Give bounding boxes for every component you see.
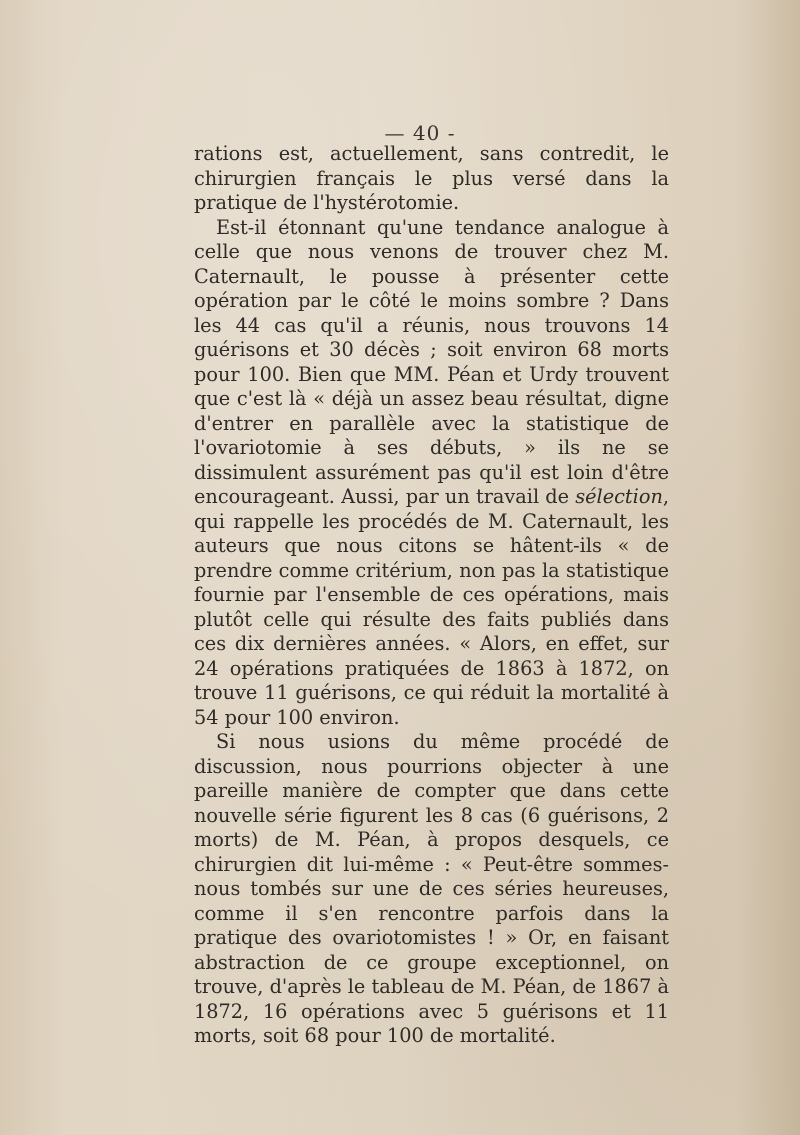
paragraph-1-text: rations est, actuellement, sans contredit, le chirurgien français le plus versé dans la pratique de l'hystérotomie. <box>194 142 669 214</box>
paragraph-1 <box>194 142 669 216</box>
paragraph-3-text: Si nous usions du même procédé de discussion, nous pourrions objecter à une pareille manière de compter que dans cette nouvelle série figurent les 8 cas (6 guérisons, 2 morts) de M. Péan, à propos desquels, ce chirurgien dit lui-même : « Peut-être sommes-nous tombés sur une de ces séries heureuses, comme il s'en rencontre parfois dans la pratique des ovariotomistes ! » Or, en faisant abstraction de ce groupe exceptionnel, on trouve, d'après le tableau de M. Péan, de 1867 à 1872, 16 opérations avec 5 guérisons et 11 morts, soit 68 pour 100 de mortalité. <box>194 730 669 1047</box>
paragraph-2-text-start: Est-il étonnant qu'une tendance analogue à celle que nous venons de trouver chez M. Caternault, le pousse à présenter cette opération par le côté le moins sombre ? Dans les 44 cas qu'il a réunis, nous trouvons 14 guérisons et 30 décès ; soit environ 68 morts pour 100. Bien que MM. Péan et Urdy trouvent que c'est là « déjà un assez beau résultat, digne d'entrer en parallèle avec la statistique de l'ovariotomie à ses débuts, » ils ne se dissimulent assurément pas qu'il est loin d'être encourageant. Aussi, par un travail de <box>194 215 669 508</box>
body-text <box>194 142 669 1049</box>
page-number: — 40 - <box>384 121 456 145</box>
paragraph-2 <box>194 216 669 731</box>
paragraph-2-text-end: , qui rappelle les procédés de M. Caternault, les auteurs que nous citons se hâtent-ils « de prendre comme critérium, non pas la statistique fournie par l'ensemble de ces opérations, mais plutôt celle qui résulte des faits publiés dans ces dix dernières années. « Alors, en effet, sur 24 opérations pratiquées de 1863 à 1872, on trouve 11 guérisons, ce qui réduit la mortalité à 54 pour 100 environ. <box>194 485 669 729</box>
paragraph-3 <box>194 730 669 1049</box>
italic-word-selection: sélection <box>575 485 663 508</box>
